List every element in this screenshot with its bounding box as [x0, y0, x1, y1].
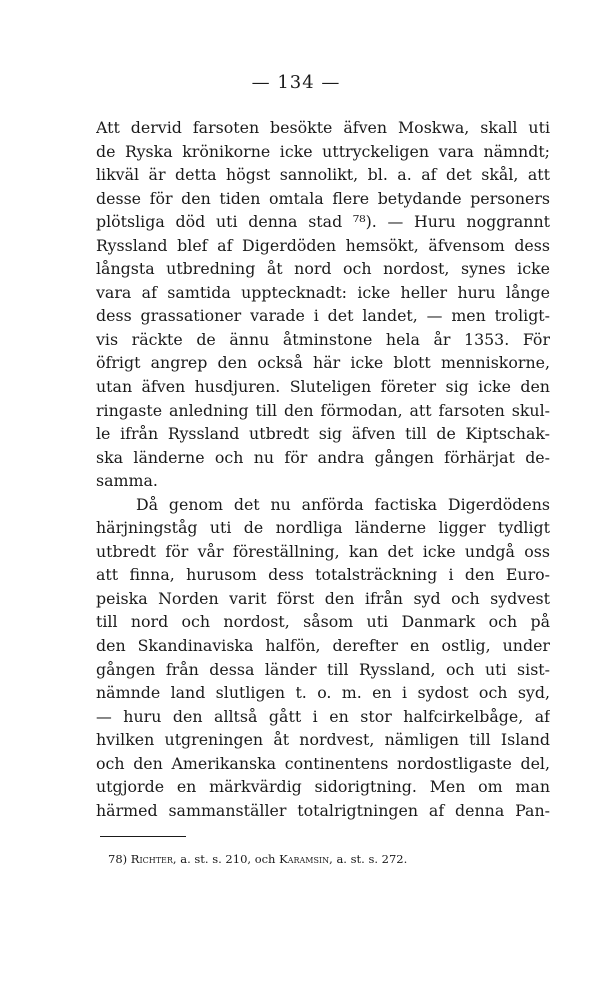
text-line: likväl är detta högst sannolikt, bl. a. af det skål, att [96, 165, 550, 185]
footnote-author-1: Richter [130, 852, 173, 866]
text-line: ringaste anledning till den förmodan, att farsoten skul- [96, 400, 550, 420]
footnote-author-2: Karamsin [279, 852, 330, 866]
text-line: till nord och nordost, såsom uti Danmark och på [96, 612, 550, 632]
text-line: de Ryska krönikorne icke uttryckeligen vara nämndt; [96, 141, 550, 161]
footnote-reference-1: , a. st. s. 210, och [172, 852, 280, 866]
text-line: — huru den alltså gått i en stor halfcirkelbåge, af [96, 706, 550, 726]
text-line: Ryssland blef af Digerdöden hemsökt, äfvensom dess [96, 235, 550, 255]
text-line: utbredt för vår föreställning, kan det icke undgå oss [96, 541, 550, 561]
text-line: vis räckte de ännu åtminstone hela år 1353. För [96, 329, 550, 349]
text-line: och den Amerikanska continentens nordostligaste del, [96, 753, 550, 773]
text-line: peiska Norden varit först den ifrån syd och sydvest [96, 588, 550, 608]
paragraph-1 [96, 116, 550, 493]
text-line: härmed sammanställer totalrigtningen af denna Pan- [96, 800, 550, 820]
text-line: härjningståg uti de nordliga länderne ligger tydligt [96, 518, 550, 538]
text-line: desse för den tiden omtala flere betydande personers [96, 188, 550, 208]
paragraph-2 [96, 493, 550, 823]
text-line: utgjorde en märkvärdig sidorigtning. Men om man [96, 777, 550, 797]
text-line: dess grassationer varade i det landet, — men troligt- [96, 306, 550, 326]
footnote-reference-2: , a. st. s. 272. [329, 852, 408, 866]
text-line: att finna, hurusom dess totalsträckning i den Euro- [96, 565, 550, 585]
text-line: Att dervid farsoten besökte äfven Moskwa, skall uti [96, 118, 550, 137]
text-line: utan äfven husdjuren. Sluteligen företer sig icke den [96, 377, 550, 397]
footnote-number: 78) [108, 852, 128, 866]
text-line: hvilken utgreningen åt nordvest, nämligen till Island [96, 730, 550, 750]
text-line: nämnde land slutligen t. o. m. en i sydost och syd, [96, 683, 550, 703]
text-line: öfrigt angrep den också här icke blott menniskorne, [96, 353, 550, 373]
text-line: ska länderne och nu för andra gången förhärjat de- [96, 447, 550, 467]
text-line: Då genom det nu anförda factiska Digerdödens [136, 494, 550, 514]
text-line: vara af samtida upptecknadt: icke heller huru långe [96, 282, 550, 302]
page-number: — 134 — [251, 72, 341, 93]
footnote-divider [100, 836, 186, 837]
text-line: långsta utbredning åt nord och nordost, synes icke [96, 259, 550, 279]
text-line: plötsliga död uti denna stad ⁷⁸). — Huru noggrannt [96, 212, 550, 232]
text-line: le ifrån Ryssland utbredt sig äfven till de Kiptschak- [96, 424, 550, 444]
footnote [108, 852, 407, 866]
body-text [96, 116, 550, 822]
text-line: gången från dessa länder till Ryssland, och uti sist- [96, 659, 550, 679]
text-line: den Skandinaviska halfön, derefter en ostlig, under [96, 636, 550, 656]
text-line: samma. [96, 471, 158, 491]
